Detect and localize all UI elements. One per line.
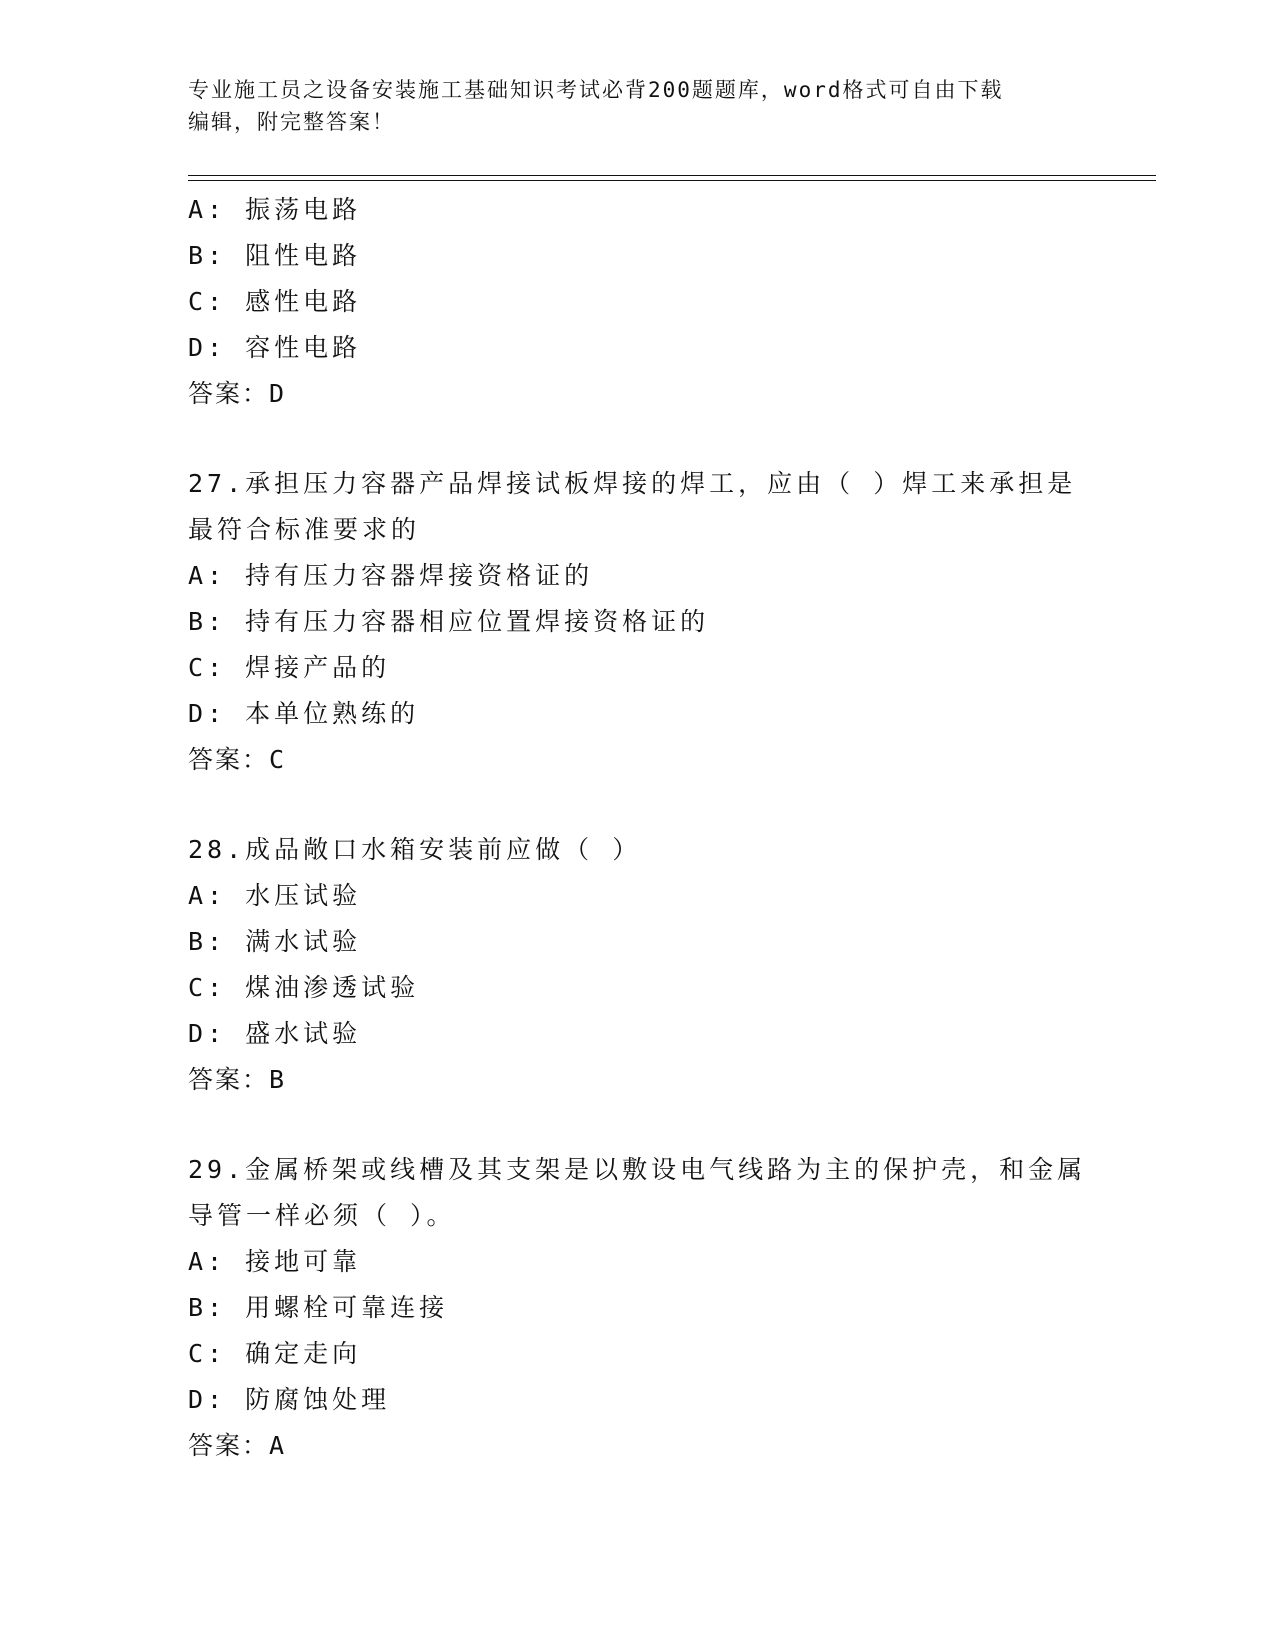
option-c: C: 煤油渗透试验: [188, 973, 420, 1002]
option-a: A: 持有压力容器焊接资格证的: [188, 561, 594, 590]
header-title-line-2: 编辑，附完整答案！: [188, 110, 395, 134]
option-a: A: 接地可靠: [188, 1247, 362, 1276]
question-27: [188, 461, 1088, 783]
option-c: C: 感性电路: [188, 287, 362, 316]
option-b: B: 满水试验: [188, 927, 362, 956]
question-26: [188, 187, 1088, 417]
option-d: D: 盛水试验: [188, 1019, 362, 1048]
option-a: A: 水压试验: [188, 881, 362, 910]
option-c: C: 确定走向: [188, 1339, 362, 1368]
question-29: [188, 1147, 1088, 1469]
question-list: [188, 187, 1088, 1469]
answer-line: 答案：D: [188, 379, 287, 408]
question-text-line-1: 29.金属桥架或线槽及其支架是以敷设电气线路为主的保护壳，和金属: [188, 1155, 1087, 1184]
option-c: C: 焊接产品的: [188, 653, 391, 682]
option-d: D: 本单位熟练的: [188, 699, 420, 728]
answer-line: 答案：C: [188, 745, 287, 774]
option-d: D: 容性电路: [188, 333, 362, 362]
option-b: B: 持有压力容器相应位置焊接资格证的: [188, 607, 710, 636]
document-header: [188, 74, 1088, 138]
option-d: D: 防腐蚀处理: [188, 1385, 391, 1414]
question-28: [188, 827, 1088, 1103]
question-text-line-1: 27.承担压力容器产品焊接试板焊接的焊工，应由（ ）焊工来承担是: [188, 469, 1077, 498]
option-b: B: 用螺栓可靠连接: [188, 1293, 449, 1322]
header-divider-bottom: [188, 180, 1156, 181]
header-title-line-1: 专业施工员之设备安装施工基础知识考试必背200题题库，word格式可自由下载: [188, 78, 1004, 102]
answer-line: 答案：B: [188, 1065, 287, 1094]
option-a: A: 振荡电路: [188, 195, 362, 224]
answer-line: 答案：A: [188, 1431, 287, 1460]
question-text-line-2: 导管一样必须（ ）。: [188, 1201, 456, 1230]
header-divider-top: [188, 175, 1156, 176]
option-b: B: 阻性电路: [188, 241, 362, 270]
question-text-line-1: 28.成品敞口水箱安装前应做（ ）: [188, 835, 642, 864]
question-text-line-2: 最符合标准要求的: [188, 515, 421, 544]
